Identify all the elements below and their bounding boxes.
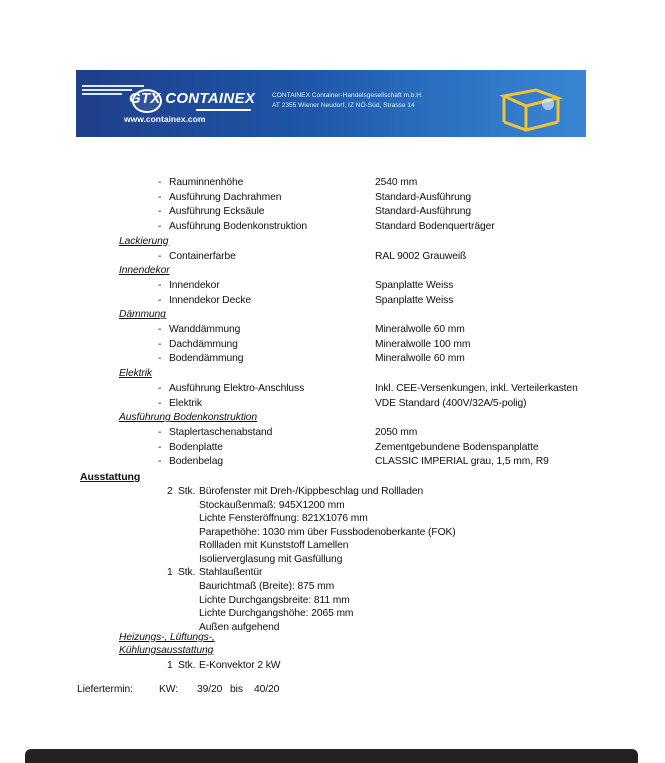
spec-value: Mineralwolle 60 mm bbox=[375, 324, 465, 335]
kw-label: KW: bbox=[159, 684, 178, 695]
spec-label: Staplertaschenabstand bbox=[169, 426, 273, 438]
bullet-dash: - bbox=[158, 338, 162, 350]
section-heading: Ausführung Bodenkonstruktion bbox=[119, 412, 258, 424]
section-heading: Innendekor bbox=[119, 265, 170, 277]
spec-value: 2540 mm bbox=[375, 177, 418, 188]
section-heading: Lackierung bbox=[119, 235, 169, 247]
bullet-dash: - bbox=[158, 221, 162, 233]
bullet-dash: - bbox=[158, 426, 162, 438]
company-address bbox=[272, 91, 423, 111]
bullet-dash: - bbox=[158, 250, 162, 262]
bullet-dash: - bbox=[158, 441, 162, 453]
kw-to: 40/20 bbox=[254, 684, 280, 695]
spec-label: Ausführung Ecksäule bbox=[169, 206, 265, 218]
container-icon bbox=[496, 76, 566, 132]
website-link[interactable]: www.containex.com bbox=[124, 114, 206, 124]
banner-stripe bbox=[82, 85, 144, 87]
equipment-qty: 2 bbox=[167, 486, 173, 497]
kw-from: 39/20 bbox=[197, 684, 223, 695]
equipment-detail: Baurichtmaß (Breite): 875 mm bbox=[199, 581, 335, 593]
equipment-qty: 1 bbox=[167, 567, 173, 579]
bullet-dash: - bbox=[158, 397, 162, 409]
spec-value: Standard-Ausführung bbox=[375, 191, 471, 203]
spec-label: Innendekor bbox=[169, 279, 220, 291]
spec-label: Containerfarbe bbox=[169, 250, 236, 262]
equipment-detail: Stockaußenmaß: 945X1200 mm bbox=[199, 499, 345, 511]
spec-value: VDE Standard (400V/32A/5-polig) bbox=[375, 397, 527, 409]
spec-value: Standard Bodenquerträger bbox=[375, 221, 495, 233]
bullet-dash: - bbox=[158, 456, 162, 468]
spec-value: Zementgebundene Bodenspanplatte bbox=[375, 441, 539, 453]
spec-label: Dachdämmung bbox=[169, 338, 238, 350]
equipment-name: Stahlaußentür bbox=[199, 567, 263, 579]
spec-label: Elektrik bbox=[169, 397, 202, 409]
equipment-detail: Parapethöhe: 1030 mm über Fussbodenoberkante (FOK) bbox=[199, 526, 456, 538]
spec-value: Spanplatte Weiss bbox=[375, 279, 454, 291]
section-heizung: Heizungs-, Lüftungs-, bbox=[119, 632, 215, 643]
banner-stripe bbox=[82, 89, 132, 91]
spec-label: Innendekor Decke bbox=[169, 294, 251, 306]
bullet-dash: - bbox=[158, 294, 162, 306]
spec-label: Ausführung Dachrahmen bbox=[169, 191, 282, 203]
equipment-detail: Außen aufgehend bbox=[199, 621, 280, 633]
equipment-name: Bürofenster mit Dreh-/Kippbeschlag und Rollladen bbox=[199, 486, 424, 497]
equipment-detail: Lichte Fensteröffnung: 821X1076 mm bbox=[199, 513, 368, 525]
logo-underline bbox=[196, 109, 251, 111]
spec-value: Spanplatte Weiss bbox=[375, 294, 454, 306]
spec-label: Wanddämmung bbox=[169, 324, 241, 335]
spec-label: Bodenplatte bbox=[169, 441, 223, 453]
equipment-detail: Isolierverglasung mit Gasfüllung bbox=[199, 553, 343, 565]
company-street: AT 2355 Wiener Neudorf, IZ NÖ-Süd, Strasse 14 bbox=[272, 102, 415, 109]
spec-label: Bodenbelag bbox=[169, 456, 223, 468]
spec-value: Standard-Ausführung bbox=[375, 206, 471, 218]
spec-label: Bodendämmung bbox=[169, 353, 244, 365]
bullet-dash: - bbox=[158, 206, 162, 218]
brand-logo: GTX CONTAINEX bbox=[129, 90, 256, 107]
spec-label: Ausführung Bodenkonstruktion bbox=[169, 221, 308, 233]
equipment-unit: Stk. bbox=[178, 486, 196, 497]
spec-label: Rauminnenhöhe bbox=[169, 177, 244, 188]
heizung-qty: 1 bbox=[167, 660, 173, 671]
bullet-dash: - bbox=[158, 177, 162, 188]
bullet-dash: - bbox=[158, 324, 162, 335]
spec-value: RAL 9002 Grauweiß bbox=[375, 250, 467, 262]
spec-value: 2050 mm bbox=[375, 426, 418, 438]
equipment-unit: Stk. bbox=[178, 567, 196, 579]
spec-value: CLASSIC IMPERIAL grau, 1,5 mm, R9 bbox=[375, 456, 549, 468]
heizung-unit: Stk. bbox=[178, 660, 196, 671]
spec-label: Ausführung Elektro-Anschluss bbox=[169, 382, 305, 394]
company-name: CONTAINEX Container-Handelsgesellschaft m.b.H. bbox=[272, 92, 423, 99]
banner-stripe bbox=[82, 93, 122, 95]
section-heading: Dämmung bbox=[119, 309, 166, 321]
kw-bis: bis bbox=[230, 684, 243, 695]
bullet-dash: - bbox=[158, 353, 162, 365]
bottom-toolbar bbox=[25, 749, 638, 763]
section-kuehlung: Kühlungsausstattung bbox=[119, 645, 214, 656]
header-banner bbox=[76, 70, 586, 137]
liefertermin-label: Liefertermin: bbox=[77, 684, 133, 695]
section-heading: Elektrik bbox=[119, 368, 152, 380]
equipment-detail: Lichte Durchgangsbreite: 811 mm bbox=[199, 594, 350, 606]
bullet-dash: - bbox=[158, 191, 162, 203]
spec-value: Mineralwolle 60 mm bbox=[375, 353, 465, 365]
spec-value: Mineralwolle 100 mm bbox=[375, 338, 471, 350]
equipment-detail: Rollladen mit Kunststoff Lamellen bbox=[199, 540, 349, 552]
bullet-dash: - bbox=[158, 279, 162, 291]
ausstattung-heading: Ausstattung bbox=[80, 471, 141, 483]
bullet-dash: - bbox=[158, 382, 162, 394]
heizung-item: E-Konvektor 2 kW bbox=[199, 660, 281, 671]
spec-value: Inkl. CEE-Versenkungen, inkl. Verteilerkasten bbox=[375, 382, 578, 394]
equipment-detail: Lichte Durchgangshöhe: 2065 mm bbox=[199, 608, 354, 620]
